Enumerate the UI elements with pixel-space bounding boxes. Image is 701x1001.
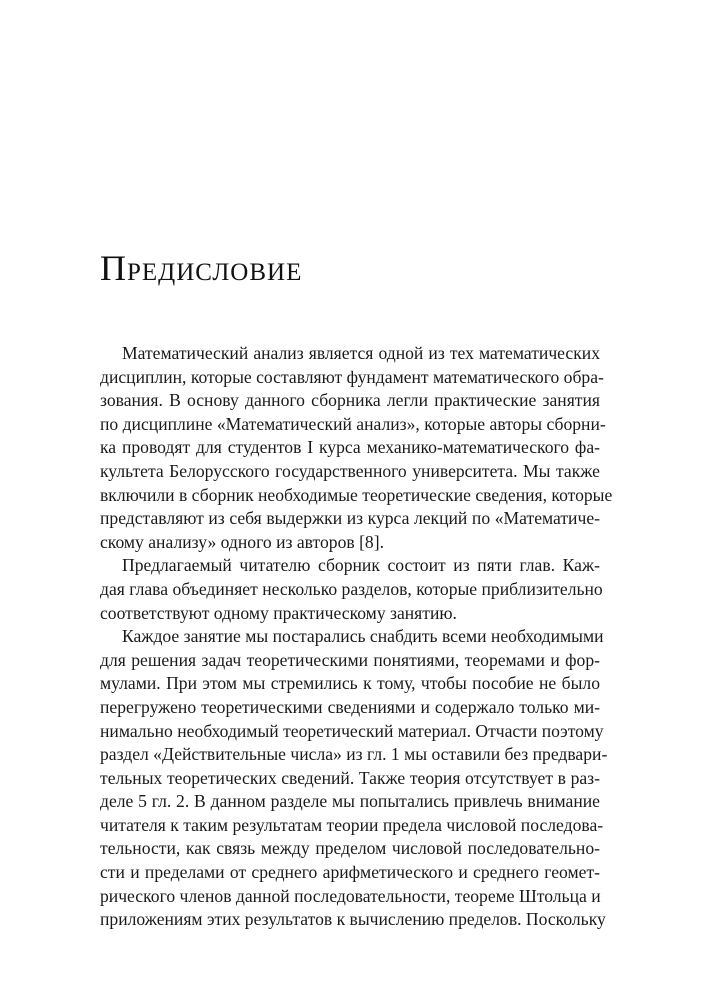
paragraph-line: ка проводят для студентов I курса механико-математического фа- <box>100 437 600 458</box>
paragraph-line: дая глава объединяет несколько разделов, которые приблизительно <box>100 578 603 599</box>
paragraph-line: дисциплин, которые составляют фундамент математического обра- <box>100 366 604 387</box>
paragraph-line: тельных теоретических сведений. Также теория отсутствует в раз- <box>100 767 600 788</box>
paragraph-line: нимально необходимый теоретический материал. Отчасти поэтому <box>100 720 604 741</box>
paragraph-line: соответствуют одному практическому занятию. <box>100 602 457 623</box>
paragraph-line: зования. В основу данного сборника легли практические занятия <box>100 390 600 411</box>
paragraph-line: читателя к таким результатам теории предела числовой последова- <box>100 814 604 835</box>
paragraph-line: приложениям этих результатов к вычислению пределов. Поскольку <box>100 909 606 930</box>
paragraph-line: перегружено теоретическими сведениями и содержало только ми- <box>100 696 600 717</box>
preface-body <box>100 342 613 932</box>
paragraph-line: скому анализу» одного из авторов [8]. <box>100 531 384 552</box>
paragraph-line: тельности, как связь между пределом числовой последовательно- <box>100 838 600 859</box>
paragraph-line: деле 5 гл. 2. В данном разделе мы попытались привлечь внимание <box>100 791 600 812</box>
chapter-title: Предисловие <box>100 248 303 288</box>
paragraph-line: по дисциплине «Математический анализ», которые авторы сборни- <box>100 413 606 434</box>
paragraph-line: мулами. При этом мы стремились к тому, чтобы пособие не было <box>100 673 600 694</box>
paragraph-line: представляют из себя выдержки из курса лекций по «Математиче- <box>100 508 600 529</box>
paragraph-first-line: Математический анализ является одной из тех математических <box>122 343 600 363</box>
paragraph-line: культета Белорусского государственного университета. Мы также <box>100 460 600 481</box>
paragraph-line: сти и пределами от среднего арифметического и среднего геомет- <box>100 862 600 883</box>
paragraph-first-line: Каждое занятие мы постарались снабдить всеми необходимыми <box>122 626 604 647</box>
paragraph-line: раздел «Действительные числа» из гл. 1 мы оставили без предвари- <box>100 744 608 765</box>
paragraph-first-line: Предлагаемый читателю сборник состоит из пяти глав. Каж- <box>122 555 600 576</box>
paragraph-line: включили в сборник необходимые теоретические сведения, которые <box>100 484 613 505</box>
paragraph-line: для решения задач теоретическими понятиями, теоремами и фор- <box>100 649 600 670</box>
paragraph-line: рического членов данной последовательности, теореме Штольца и <box>100 885 601 906</box>
